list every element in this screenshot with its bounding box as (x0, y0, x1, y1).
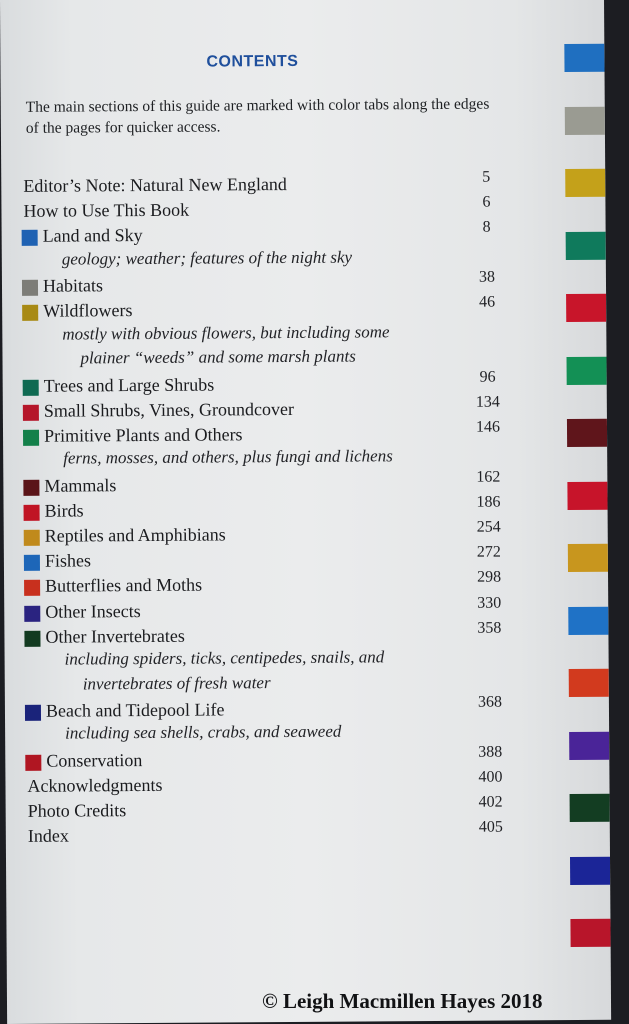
toc-page-number: 134 (475, 393, 500, 411)
section-color-square (23, 379, 39, 395)
toc-entry-description: ferns, mosses, and others, plus fungi and lichens (63, 446, 393, 468)
section-color-square (22, 230, 38, 246)
toc-page-number: 38 (478, 268, 496, 286)
toc-entry-description: plainer “weeds” and some marsh plants (80, 346, 356, 368)
section-color-square (23, 430, 39, 446)
toc-entry-label: Conservation (46, 749, 143, 771)
toc-entry-label: Editor’s Note: Natural New England (23, 174, 287, 196)
toc-page-number: 405 (478, 818, 503, 836)
section-color-square (24, 505, 40, 521)
toc-entry-description: including sea shells, crabs, and seaweed (65, 721, 342, 743)
edge-tab-fishes (568, 606, 608, 634)
toc-page-number: 162 (476, 468, 501, 486)
edge-tab-other-insects (569, 731, 609, 759)
section-color-square (24, 605, 40, 621)
edge-tab-habitats (565, 106, 605, 134)
toc-entry (5, 693, 535, 725)
section-color-square (24, 580, 40, 596)
toc-entry-label: Primitive Plants and Others (43, 424, 243, 446)
copyright-watermark: © Leigh Macmillen Hayes 2018 (262, 989, 543, 1013)
section-color-square (25, 754, 41, 770)
toc-page-number: 96 (479, 368, 496, 386)
toc-entry (6, 818, 536, 851)
toc-entry-label: Small Shrubs, Vines, Groundcover (43, 398, 295, 421)
toc-page-number: 298 (476, 568, 502, 587)
toc-page-number: 46 (479, 293, 496, 311)
toc-page-number: 5 (482, 168, 491, 186)
edge-tab-conservation (570, 919, 610, 947)
toc-entry (2, 218, 532, 251)
toc-entry (4, 619, 534, 651)
toc-page-number: 146 (475, 418, 501, 436)
toc-entry-description: invertebrates of fresh water (82, 672, 271, 693)
section-color-square (23, 479, 39, 495)
edge-tab-trees (566, 231, 606, 259)
toc-entry-label: Acknowledgments (27, 774, 163, 796)
toc-entry-description: mostly with obvious flowers, but including some (62, 321, 390, 344)
toc-entry-label: Land and Sky (42, 225, 143, 247)
toc-page-number: 186 (476, 493, 501, 511)
toc-entry-label: Index (27, 825, 69, 847)
toc-entry-label: Wildflowers (43, 300, 133, 322)
toc-page-number: 400 (478, 768, 503, 786)
section-color-square (22, 305, 38, 321)
toc-entry-label: Habitats (42, 275, 104, 296)
toc-entry-label: Mammals (44, 474, 117, 496)
edge-tab-small-shrubs (566, 294, 606, 322)
toc-entry (3, 418, 533, 450)
edge-tab-birds (567, 481, 607, 509)
edge-tab-wildflowers (565, 169, 605, 197)
edge-tab-primitive-plants (567, 356, 607, 384)
toc-page-number: 368 (477, 693, 502, 711)
toc-entry-label: Other Invertebrates (45, 625, 185, 647)
section-color-square (24, 631, 40, 647)
toc-entry-label: Fishes (44, 550, 92, 571)
toc-page-number: 254 (476, 518, 501, 536)
toc-page-number: 388 (478, 743, 503, 761)
toc-entry-label: Birds (44, 500, 84, 521)
toc-entry-label: Other Insects (45, 600, 141, 622)
table-of-contents (1, 168, 605, 847)
section-color-square (25, 705, 41, 721)
section-color-square (24, 555, 40, 571)
toc-page-number: 272 (476, 543, 501, 561)
edge-tab-mammals (567, 419, 607, 447)
toc-page-number: 358 (477, 619, 502, 637)
toc-page-number: 330 (477, 594, 502, 612)
edge-tab-beach-tidepool (570, 856, 610, 884)
toc-entry-label: Trees and Large Shrubs (43, 374, 215, 396)
toc-entry-description: including spiders, ticks, centipedes, snails, and (64, 647, 385, 669)
toc-entry-label: Photo Credits (27, 800, 127, 821)
section-color-square (23, 404, 39, 420)
toc-entry-description: geology; weather; features of the night sky (61, 247, 353, 269)
toc-entry (2, 293, 532, 326)
toc-page-number: 8 (482, 218, 491, 237)
toc-entry-label: Reptiles and Amphibians (44, 524, 226, 546)
toc-page-number: 6 (482, 193, 491, 211)
edge-tab-land-and-sky (564, 44, 604, 72)
toc-entry-label: Butterflies and Moths (45, 574, 203, 597)
page-title: CONTENTS (206, 52, 299, 71)
section-color-square (24, 530, 40, 546)
edge-tab-butterflies (569, 669, 609, 697)
toc-page-number: 402 (478, 793, 503, 811)
toc-entry-label: How to Use This Book (23, 199, 190, 222)
edge-tab-reptiles (568, 544, 608, 572)
edge-tab-other-invertebrates (570, 794, 610, 822)
intro-text: The main sections of this guide are marked with color tabs along the edges of the pages for quicker access. (25, 95, 490, 137)
section-color-square (22, 280, 38, 296)
toc-entry-label: Beach and Tidepool Life (45, 699, 225, 721)
